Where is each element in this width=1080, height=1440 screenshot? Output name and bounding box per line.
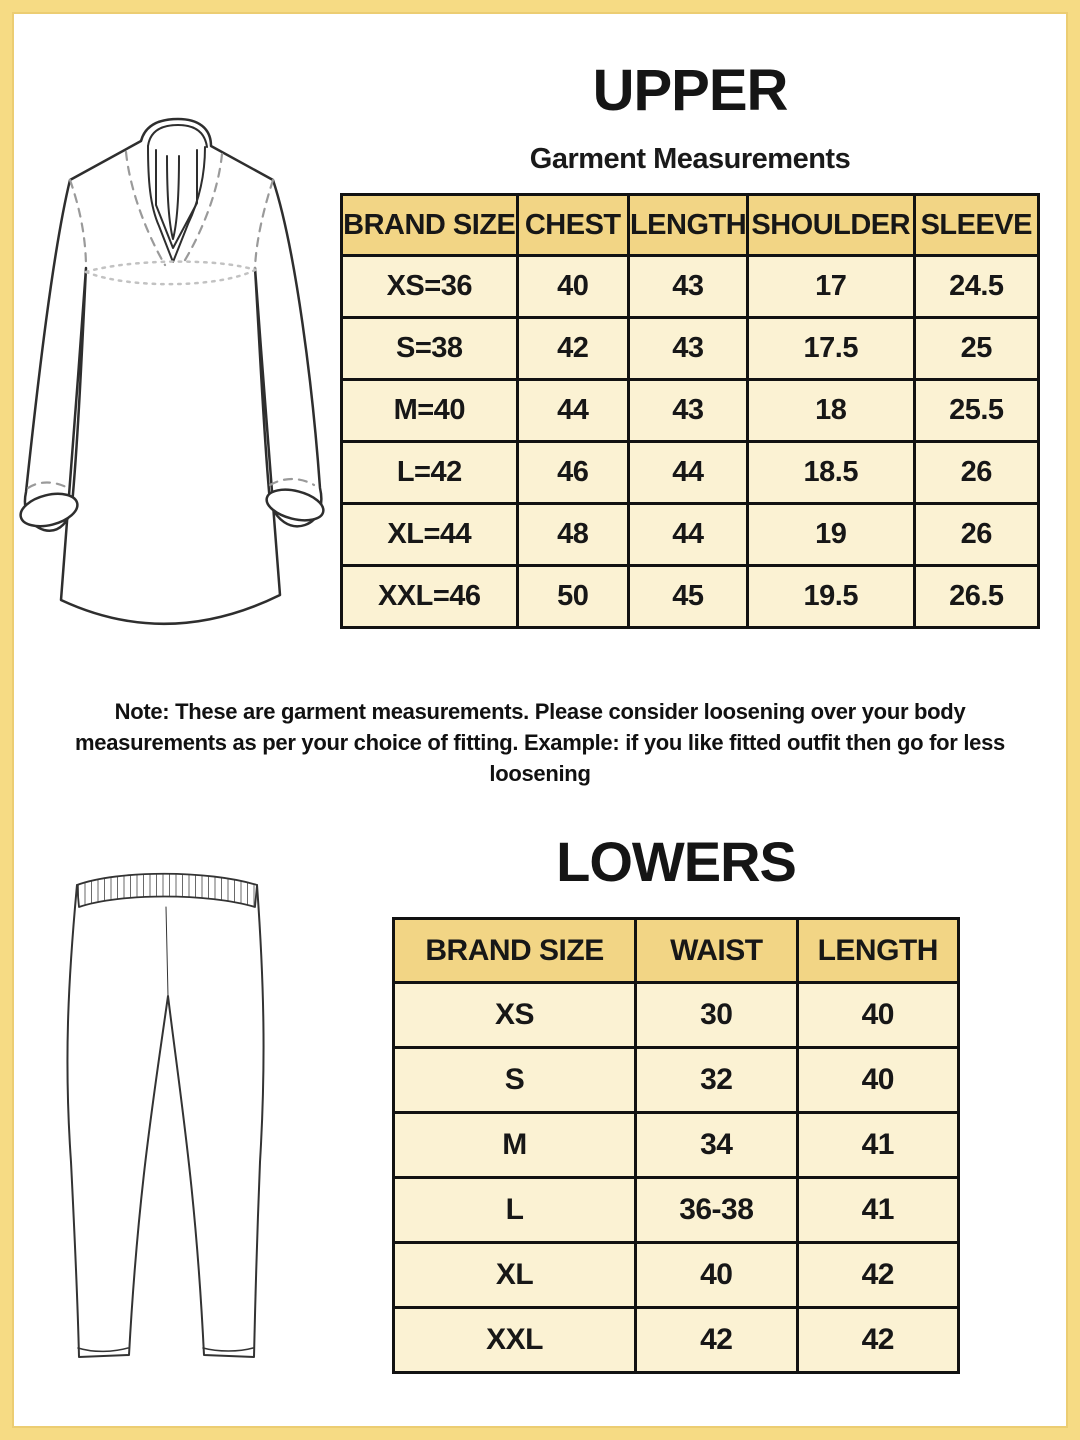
upper-section-subtitle: Garment Measurements bbox=[529, 143, 851, 175]
table-row bbox=[394, 1178, 959, 1243]
column-header: LENGTH bbox=[628, 195, 747, 256]
value-cell: 44 bbox=[517, 380, 628, 442]
value-cell: 50 bbox=[517, 566, 628, 628]
size-cell: XXL bbox=[394, 1308, 636, 1373]
value-cell: 25.5 bbox=[914, 380, 1038, 442]
lowers-section-title: LOWERS bbox=[556, 830, 796, 893]
table-row bbox=[394, 983, 959, 1048]
value-cell: 26.5 bbox=[914, 566, 1038, 628]
value-cell: 42 bbox=[517, 318, 628, 380]
size-cell: L=42 bbox=[342, 442, 518, 504]
column-header: SHOULDER bbox=[747, 195, 914, 256]
size-cell: XS=36 bbox=[342, 256, 518, 318]
column-header: BRAND SIZE bbox=[394, 919, 636, 983]
size-cell: XL=44 bbox=[342, 504, 518, 566]
value-cell: 26 bbox=[914, 504, 1038, 566]
value-cell: 36-38 bbox=[636, 1178, 797, 1243]
table-row bbox=[342, 318, 1039, 380]
table-row bbox=[394, 1113, 959, 1178]
value-cell: 18 bbox=[747, 380, 914, 442]
table-row bbox=[342, 380, 1039, 442]
value-cell: 26 bbox=[914, 442, 1038, 504]
upper-measurements-table bbox=[340, 193, 1040, 629]
value-cell: 44 bbox=[628, 442, 747, 504]
lowers-measurements-table bbox=[392, 917, 960, 1374]
value-cell: 48 bbox=[517, 504, 628, 566]
value-cell: 43 bbox=[628, 380, 747, 442]
size-cell: M=40 bbox=[342, 380, 518, 442]
table-row bbox=[342, 504, 1039, 566]
header-row bbox=[394, 919, 959, 983]
value-cell: 40 bbox=[517, 256, 628, 318]
column-header: BRAND SIZE bbox=[342, 195, 518, 256]
leggings-illustration bbox=[58, 862, 268, 1377]
value-cell: 42 bbox=[797, 1308, 958, 1373]
table-row bbox=[342, 566, 1039, 628]
column-header: LENGTH bbox=[797, 919, 958, 983]
value-cell: 45 bbox=[628, 566, 747, 628]
size-cell: S bbox=[394, 1048, 636, 1113]
value-cell: 32 bbox=[636, 1048, 797, 1113]
kurta-illustration bbox=[8, 110, 342, 644]
table-row bbox=[342, 256, 1039, 318]
table-row bbox=[394, 1048, 959, 1113]
size-cell: M bbox=[394, 1113, 636, 1178]
value-cell: 43 bbox=[628, 256, 747, 318]
value-cell: 44 bbox=[628, 504, 747, 566]
value-cell: 19 bbox=[747, 504, 914, 566]
upper-section-title: UPPER bbox=[592, 58, 788, 123]
value-cell: 42 bbox=[636, 1308, 797, 1373]
value-cell: 25 bbox=[914, 318, 1038, 380]
size-cell: L bbox=[394, 1178, 636, 1243]
table-row bbox=[394, 1308, 959, 1373]
size-cell: XL bbox=[394, 1243, 636, 1308]
table-row bbox=[342, 442, 1039, 504]
value-cell: 19.5 bbox=[747, 566, 914, 628]
value-cell: 24.5 bbox=[914, 256, 1038, 318]
value-cell: 42 bbox=[797, 1243, 958, 1308]
value-cell: 34 bbox=[636, 1113, 797, 1178]
size-cell: XS bbox=[394, 983, 636, 1048]
value-cell: 46 bbox=[517, 442, 628, 504]
size-cell: S=38 bbox=[342, 318, 518, 380]
value-cell: 30 bbox=[636, 983, 797, 1048]
value-cell: 40 bbox=[797, 983, 958, 1048]
column-header: CHEST bbox=[517, 195, 628, 256]
value-cell: 40 bbox=[797, 1048, 958, 1113]
value-cell: 18.5 bbox=[747, 442, 914, 504]
size-cell: XXL=46 bbox=[342, 566, 518, 628]
value-cell: 41 bbox=[797, 1178, 958, 1243]
column-header: SLEEVE bbox=[914, 195, 1038, 256]
measurement-note: Note: These are garment measurements. Please consider loosening over your body measurements as per your choice of fitting. Example: if you like fitted outfit then go for less loosening bbox=[75, 699, 1005, 787]
value-cell: 40 bbox=[636, 1243, 797, 1308]
value-cell: 41 bbox=[797, 1113, 958, 1178]
header-row bbox=[342, 195, 1039, 256]
column-header: WAIST bbox=[636, 919, 797, 983]
value-cell: 43 bbox=[628, 318, 747, 380]
value-cell: 17 bbox=[747, 256, 914, 318]
value-cell: 17.5 bbox=[747, 318, 914, 380]
table-row bbox=[394, 1243, 959, 1308]
